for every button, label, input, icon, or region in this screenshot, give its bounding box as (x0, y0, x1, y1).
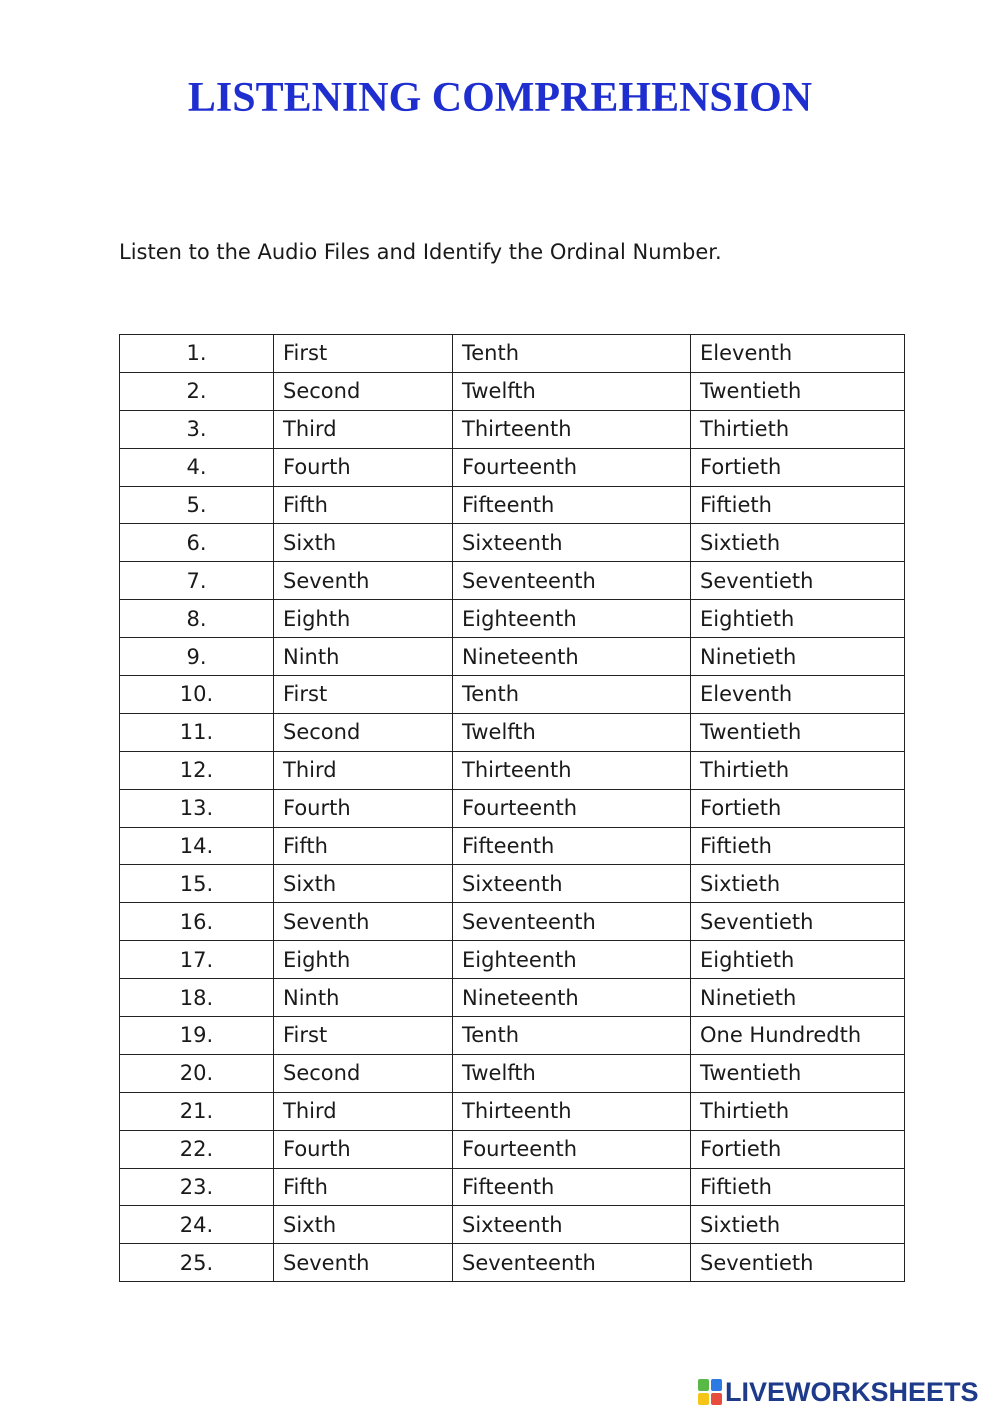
answer-option-b[interactable]: Thirteenth (453, 751, 691, 789)
answer-option-b[interactable]: Seventeenth (453, 562, 691, 600)
answer-table-body (120, 335, 905, 1282)
question-number: 7. (120, 562, 274, 600)
table-row (120, 638, 905, 676)
answer-option-a[interactable]: Eighth (274, 941, 453, 979)
answer-option-a[interactable]: First (274, 676, 453, 714)
question-number: 18. (120, 979, 274, 1017)
answer-option-b[interactable]: Twelfth (453, 1054, 691, 1092)
answer-option-c[interactable]: Ninetieth (691, 638, 905, 676)
table-row (120, 1244, 905, 1282)
answer-option-b[interactable]: Tenth (453, 335, 691, 373)
answer-option-a[interactable]: Fourth (274, 789, 453, 827)
answer-option-b[interactable]: Nineteenth (453, 979, 691, 1017)
answer-option-a[interactable]: Fifth (274, 827, 453, 865)
table-row (120, 1017, 905, 1055)
answer-option-b[interactable]: Twelfth (453, 372, 691, 410)
question-number: 13. (120, 789, 274, 827)
question-number: 23. (120, 1168, 274, 1206)
answer-option-a[interactable]: Sixth (274, 865, 453, 903)
answer-option-b[interactable]: Fifteenth (453, 827, 691, 865)
answer-option-c[interactable]: Twentieth (691, 1054, 905, 1092)
answer-option-a[interactable]: Third (274, 410, 453, 448)
answer-option-a[interactable]: Fifth (274, 486, 453, 524)
answer-option-a[interactable]: Fifth (274, 1168, 453, 1206)
answer-option-a[interactable]: Second (274, 1054, 453, 1092)
answer-option-b[interactable]: Sixteenth (453, 524, 691, 562)
answer-option-c[interactable]: Eleventh (691, 335, 905, 373)
question-number: 14. (120, 827, 274, 865)
page-title: LISTENING COMPREHENSION (187, 75, 813, 121)
answer-option-b[interactable]: Fourteenth (453, 448, 691, 486)
answer-option-b[interactable]: Thirteenth (453, 1092, 691, 1130)
answer-option-a[interactable]: First (274, 1017, 453, 1055)
answer-option-b[interactable]: Thirteenth (453, 410, 691, 448)
answer-option-c[interactable]: Thirtieth (691, 751, 905, 789)
answer-option-b[interactable]: Nineteenth (453, 638, 691, 676)
table-row (120, 941, 905, 979)
answer-option-c[interactable]: Ninetieth (691, 979, 905, 1017)
answer-option-a[interactable]: Ninth (274, 638, 453, 676)
question-number: 24. (120, 1206, 274, 1244)
question-number: 25. (120, 1244, 274, 1282)
answer-option-b[interactable]: Tenth (453, 1017, 691, 1055)
answer-option-a[interactable]: Third (274, 751, 453, 789)
answer-option-a[interactable]: First (274, 335, 453, 373)
question-number: 17. (120, 941, 274, 979)
answer-option-c[interactable]: Twentieth (691, 713, 905, 751)
answer-option-a[interactable]: Sixth (274, 524, 453, 562)
table-row (120, 1130, 905, 1168)
answer-option-b[interactable]: Fifteenth (453, 1168, 691, 1206)
table-row (120, 524, 905, 562)
table-row (120, 335, 905, 373)
answer-option-c[interactable]: Seventieth (691, 562, 905, 600)
answer-option-c[interactable]: One Hundredth (691, 1017, 905, 1055)
answer-option-c[interactable]: Fiftieth (691, 827, 905, 865)
table-row (120, 1168, 905, 1206)
table-row (120, 1054, 905, 1092)
question-number: 10. (120, 676, 274, 714)
table-row (120, 1206, 905, 1244)
answer-option-c[interactable]: Eightieth (691, 941, 905, 979)
table-row (120, 751, 905, 789)
table-row (120, 827, 905, 865)
brand-name: LIVEWORKSHEETS (725, 1376, 979, 1407)
answer-option-a[interactable]: Seventh (274, 562, 453, 600)
question-number: 9. (120, 638, 274, 676)
ordinal-answer-table (119, 334, 905, 1282)
question-number: 22. (120, 1130, 274, 1168)
table-row (120, 865, 905, 903)
answer-option-c[interactable]: Eleventh (691, 676, 905, 714)
table-row (120, 562, 905, 600)
table-row (120, 713, 905, 751)
answer-option-c[interactable]: Fortieth (691, 1130, 905, 1168)
answer-option-a[interactable]: Seventh (274, 1244, 453, 1282)
answer-option-b[interactable]: Twelfth (453, 713, 691, 751)
answer-option-c[interactable]: Thirtieth (691, 410, 905, 448)
answer-option-c[interactable]: Seventieth (691, 1244, 905, 1282)
answer-option-b[interactable]: Eighteenth (453, 600, 691, 638)
answer-option-a[interactable]: Second (274, 372, 453, 410)
answer-option-a[interactable]: Second (274, 713, 453, 751)
answer-option-b[interactable]: Seventeenth (453, 903, 691, 941)
table-row (120, 676, 905, 714)
question-number: 5. (120, 486, 274, 524)
table-row (120, 448, 905, 486)
question-number: 3. (120, 410, 274, 448)
answer-option-c[interactable]: Fiftieth (691, 1168, 905, 1206)
answer-option-c[interactable]: Seventieth (691, 903, 905, 941)
table-row (120, 600, 905, 638)
question-number: 20. (120, 1054, 274, 1092)
question-number: 2. (120, 372, 274, 410)
answer-option-a[interactable]: Fourth (274, 448, 453, 486)
answer-option-b[interactable]: Seventeenth (453, 1244, 691, 1282)
liveworksheets-logo-icon (698, 1379, 722, 1405)
brand-footer (698, 1376, 979, 1408)
question-number: 19. (120, 1017, 274, 1055)
table-row (120, 979, 905, 1017)
answer-option-c[interactable]: Thirtieth (691, 1092, 905, 1130)
instruction-text: Listen to the Audio Files and Identify the Ordinal Number. (119, 240, 722, 264)
answer-option-c[interactable]: Twentieth (691, 372, 905, 410)
answer-option-b[interactable]: Fourteenth (453, 1130, 691, 1168)
question-number: 21. (120, 1092, 274, 1130)
question-number: 8. (120, 600, 274, 638)
answer-option-a[interactable]: Fourth (274, 1130, 453, 1168)
answer-option-c[interactable]: Fiftieth (691, 486, 905, 524)
answer-option-a[interactable]: Eighth (274, 600, 453, 638)
answer-option-c[interactable]: Fortieth (691, 789, 905, 827)
table-row (120, 903, 905, 941)
answer-option-b[interactable]: Sixteenth (453, 1206, 691, 1244)
answer-option-b[interactable]: Sixteenth (453, 865, 691, 903)
answer-option-c[interactable]: Sixtieth (691, 1206, 905, 1244)
answer-option-b[interactable]: Eighteenth (453, 941, 691, 979)
answer-option-c[interactable]: Sixtieth (691, 865, 905, 903)
question-number: 4. (120, 448, 274, 486)
answer-option-b[interactable]: Fifteenth (453, 486, 691, 524)
question-number: 11. (120, 713, 274, 751)
table-row (120, 410, 905, 448)
table-row (120, 789, 905, 827)
answer-option-c[interactable]: Sixtieth (691, 524, 905, 562)
question-number: 1. (120, 335, 274, 373)
table-row (120, 1092, 905, 1130)
question-number: 16. (120, 903, 274, 941)
answer-option-b[interactable]: Fourteenth (453, 789, 691, 827)
answer-option-c[interactable]: Eightieth (691, 600, 905, 638)
answer-option-a[interactable]: Seventh (274, 903, 453, 941)
answer-option-c[interactable]: Fortieth (691, 448, 905, 486)
table-row (120, 486, 905, 524)
question-number: 15. (120, 865, 274, 903)
table-row (120, 372, 905, 410)
question-number: 12. (120, 751, 274, 789)
question-number: 6. (120, 524, 274, 562)
answer-option-a[interactable]: Sixth (274, 1206, 453, 1244)
answer-option-a[interactable]: Ninth (274, 979, 453, 1017)
answer-option-b[interactable]: Tenth (453, 676, 691, 714)
answer-option-a[interactable]: Third (274, 1092, 453, 1130)
